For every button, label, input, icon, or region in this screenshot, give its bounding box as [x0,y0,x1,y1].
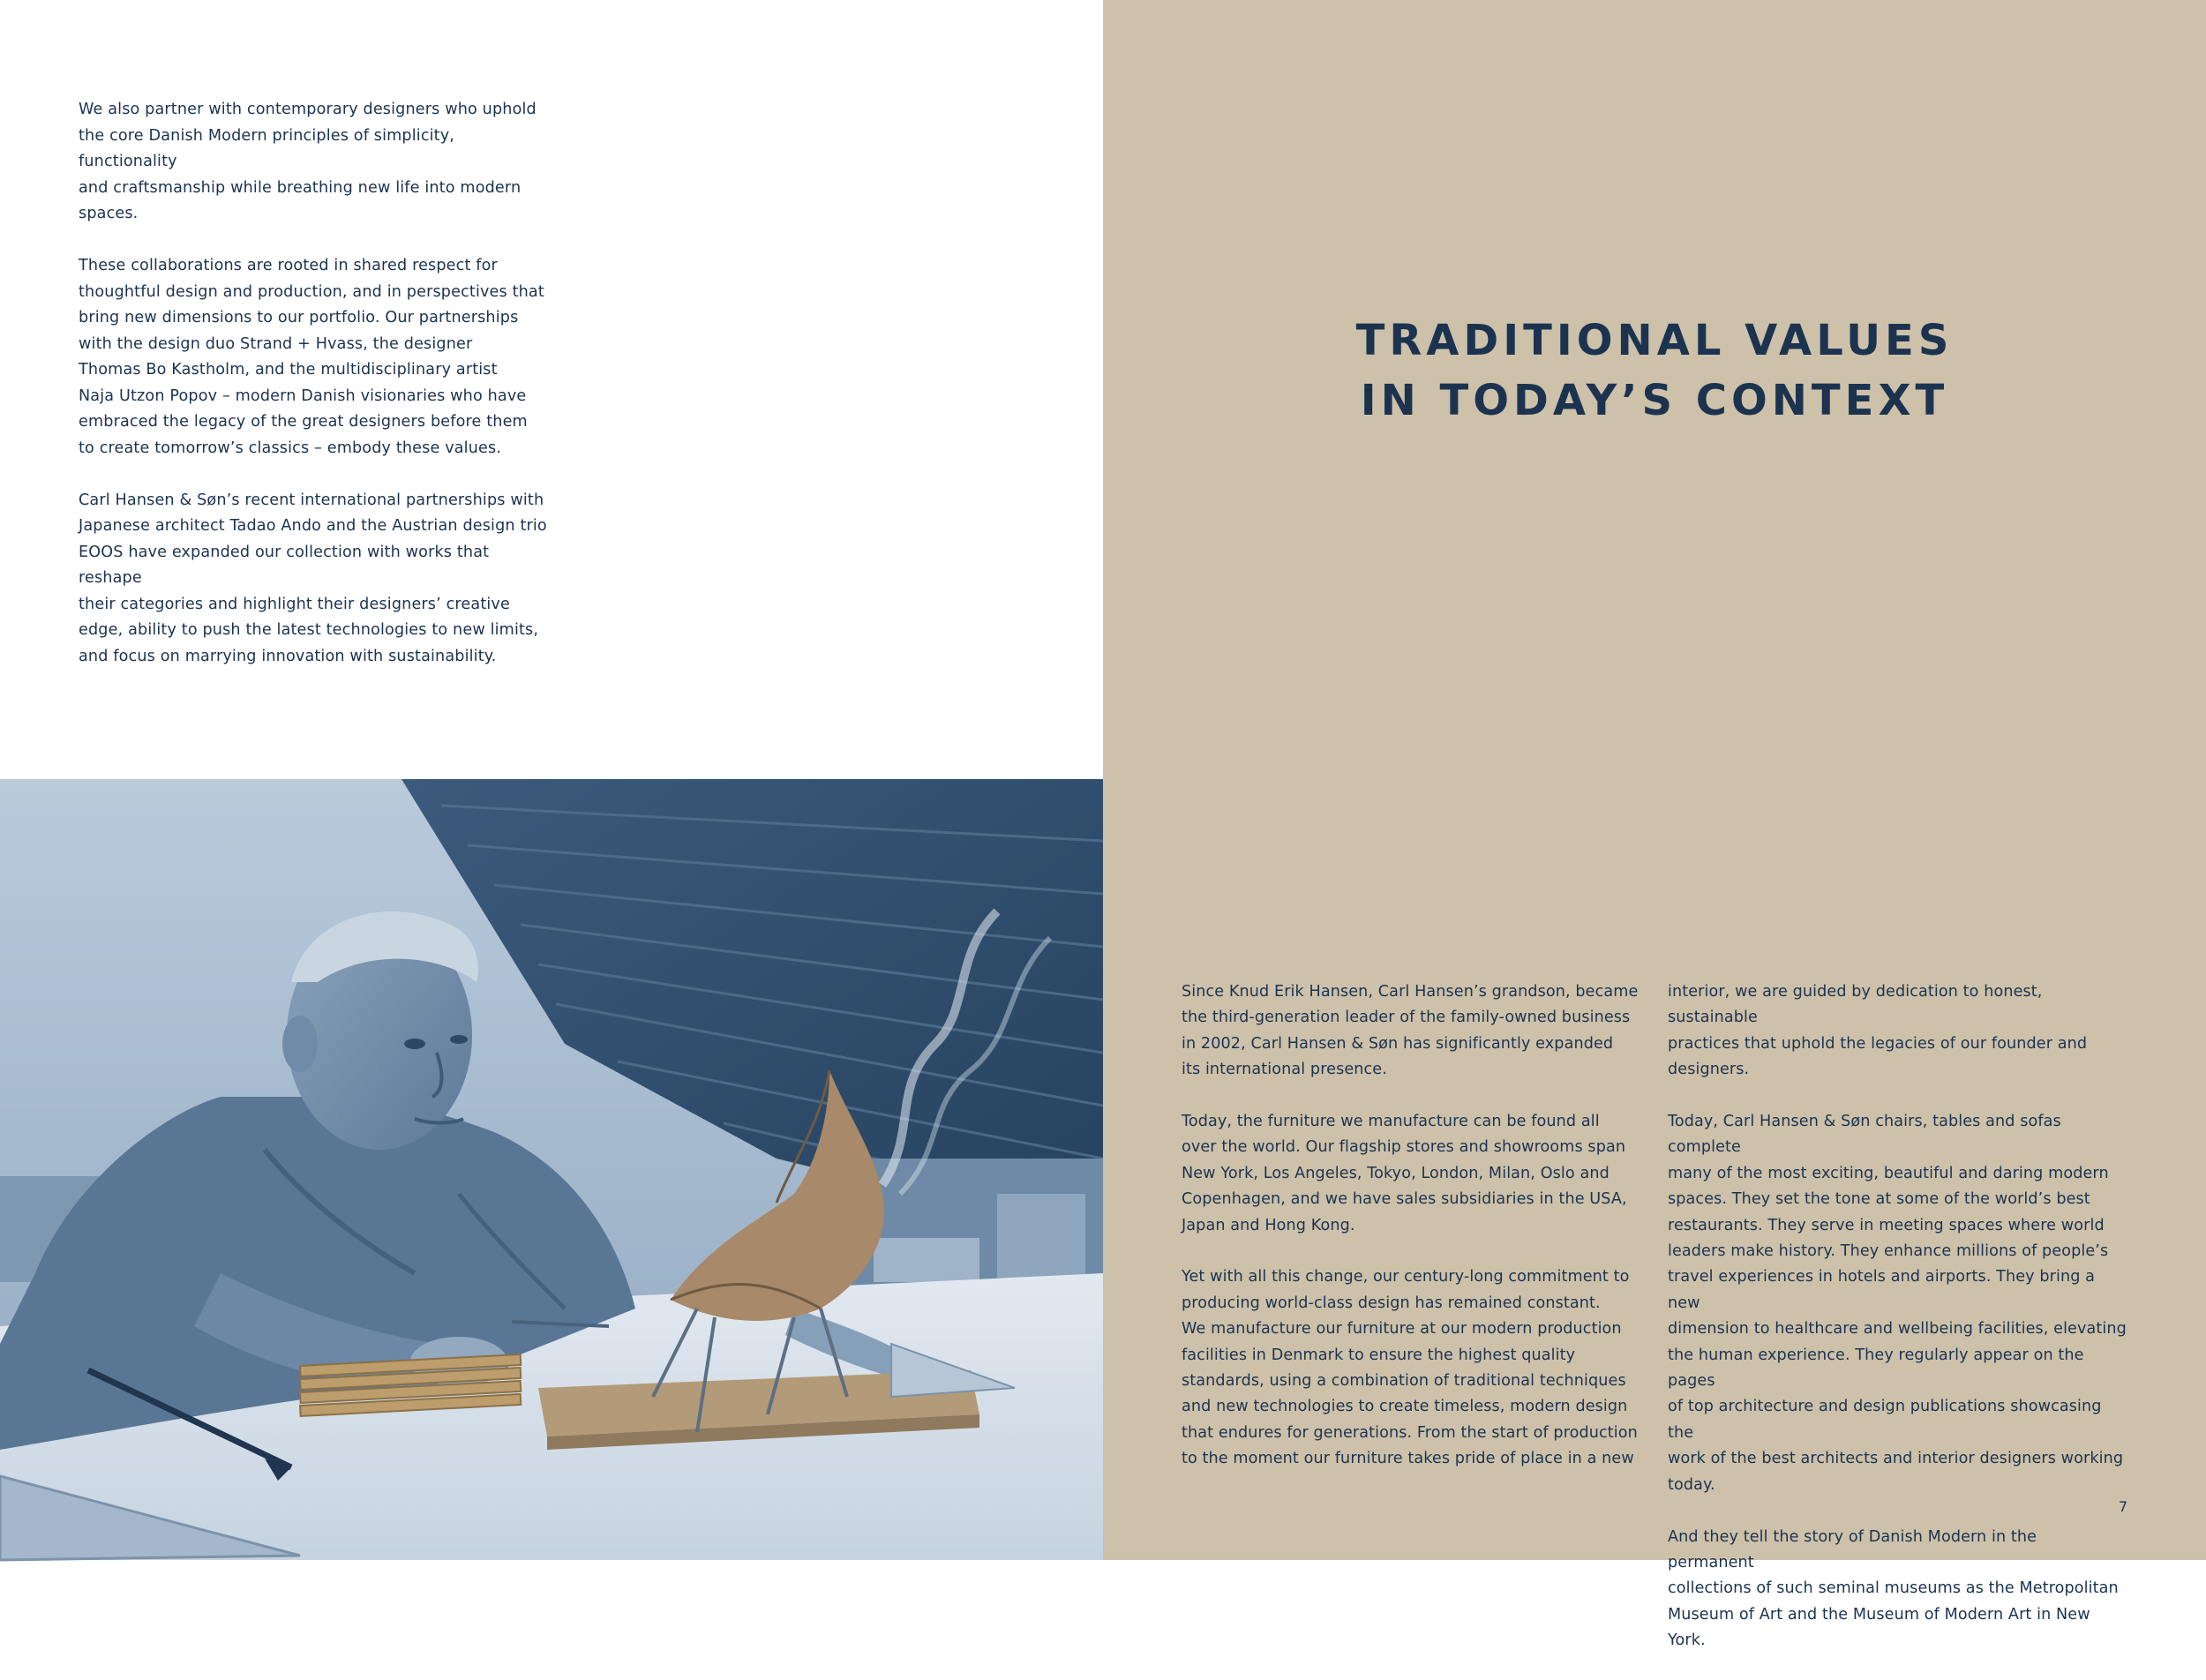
page-number: 7 [2118,1498,2127,1515]
right-page [1103,0,2206,1650]
title-line-2: IN TODAY’S CONTEXT [1360,376,1949,425]
text-column-1 [1182,979,1640,1498]
column-2-paragraph-2: Today, Carl Hansen & Søn chairs, tables and sofas complete many of the most exciting, beautiful and daring modern spaces. They set the tone at some of the world’s best restaurants. They serve in meeting spaces where world leaders make history. They enhance millions of people’s travel experiences in hotels and airports. They bring a new dimension to healthcare and wellbeing facilities, elevating the human experience. They regularly appear on the pages of top architecture and design publications showcasing the work of the best architects and interior designers working today. [1668,1113,2127,1494]
intro-paragraph-1: We also partner with contemporary designers who uphold the core Danish Modern principles of simplicity, functionality and craftsmanship while breathing new life into modern spaces. [79,101,536,222]
column-2-paragraph-3: And they tell the story of Danish Modern in the permanent collections of such seminal museums as the Metropolitan Museum of Art and the Museum of Modern Art in New York. [1668,1527,2119,1650]
designer-photo [0,779,1103,1560]
text-column-2 [1668,979,2127,1680]
section-title [1103,311,2206,431]
column-1-paragraph-2: Today, the furniture we manufacture can be found all over the world. Our flagship stores and showrooms span New York, Los Angeles, Tokyo, London, Milan, Oslo and Copenhagen, and we have sales subsidiaries in the USA, Japan and Hong Kong. [1182,1113,1627,1234]
column-1-paragraph-3: Yet with all this change, our century-long commitment to producing world-class design has remained constant. We manufacture our furniture at our modern production facilities in Denmark to ensure the highest quality standards, using a combination of traditional techniques and new technologies to create timeless, modern design that endures for generations. From the start of production to the moment our furniture takes pride of place in a new [1182,1268,1638,1468]
intro-text-block [79,97,555,696]
intro-paragraph-3: Carl Hansen & Søn’s recent international partnerships with Japanese architect Tadao Ando and the Austrian design trio EOOS have expanded our collection with works that reshape their categories and highlight their designers’ creative edge, ability to push the latest technologies to new limits, and focus on marrying innovation with sustainability. [79,491,547,665]
title-line-1: TRADITIONAL VALUES [1355,316,1954,365]
column-1-paragraph-1: Since Knud Erik Hansen, Carl Hansen’s grandson, became the third-generation leader of the family-owned business in 2002, Carl Hansen & Søn has significantly expanded its international presence. [1182,983,1639,1079]
designer-photo-illustration [0,779,1103,1560]
column-2-paragraph-1: interior, we are guided by dedication to honest, sustainable practices that uphold the legacies of our founder and designers. [1668,983,2088,1079]
left-page [0,0,1103,1560]
intro-paragraph-2: These collaborations are rooted in shared respect for thoughtful design and production, and in perspectives that bring new dimensions to our portfolio. Our partnerships with the design duo Strand + Hvass, the designer Thomas Bo Kastholm, and the multidisciplinary artist Naja Utzon Popov – modern Danish visionaries who have embraced the legacy of the great designers before them to create tomorrow’s classics – embody these values. [79,257,544,457]
